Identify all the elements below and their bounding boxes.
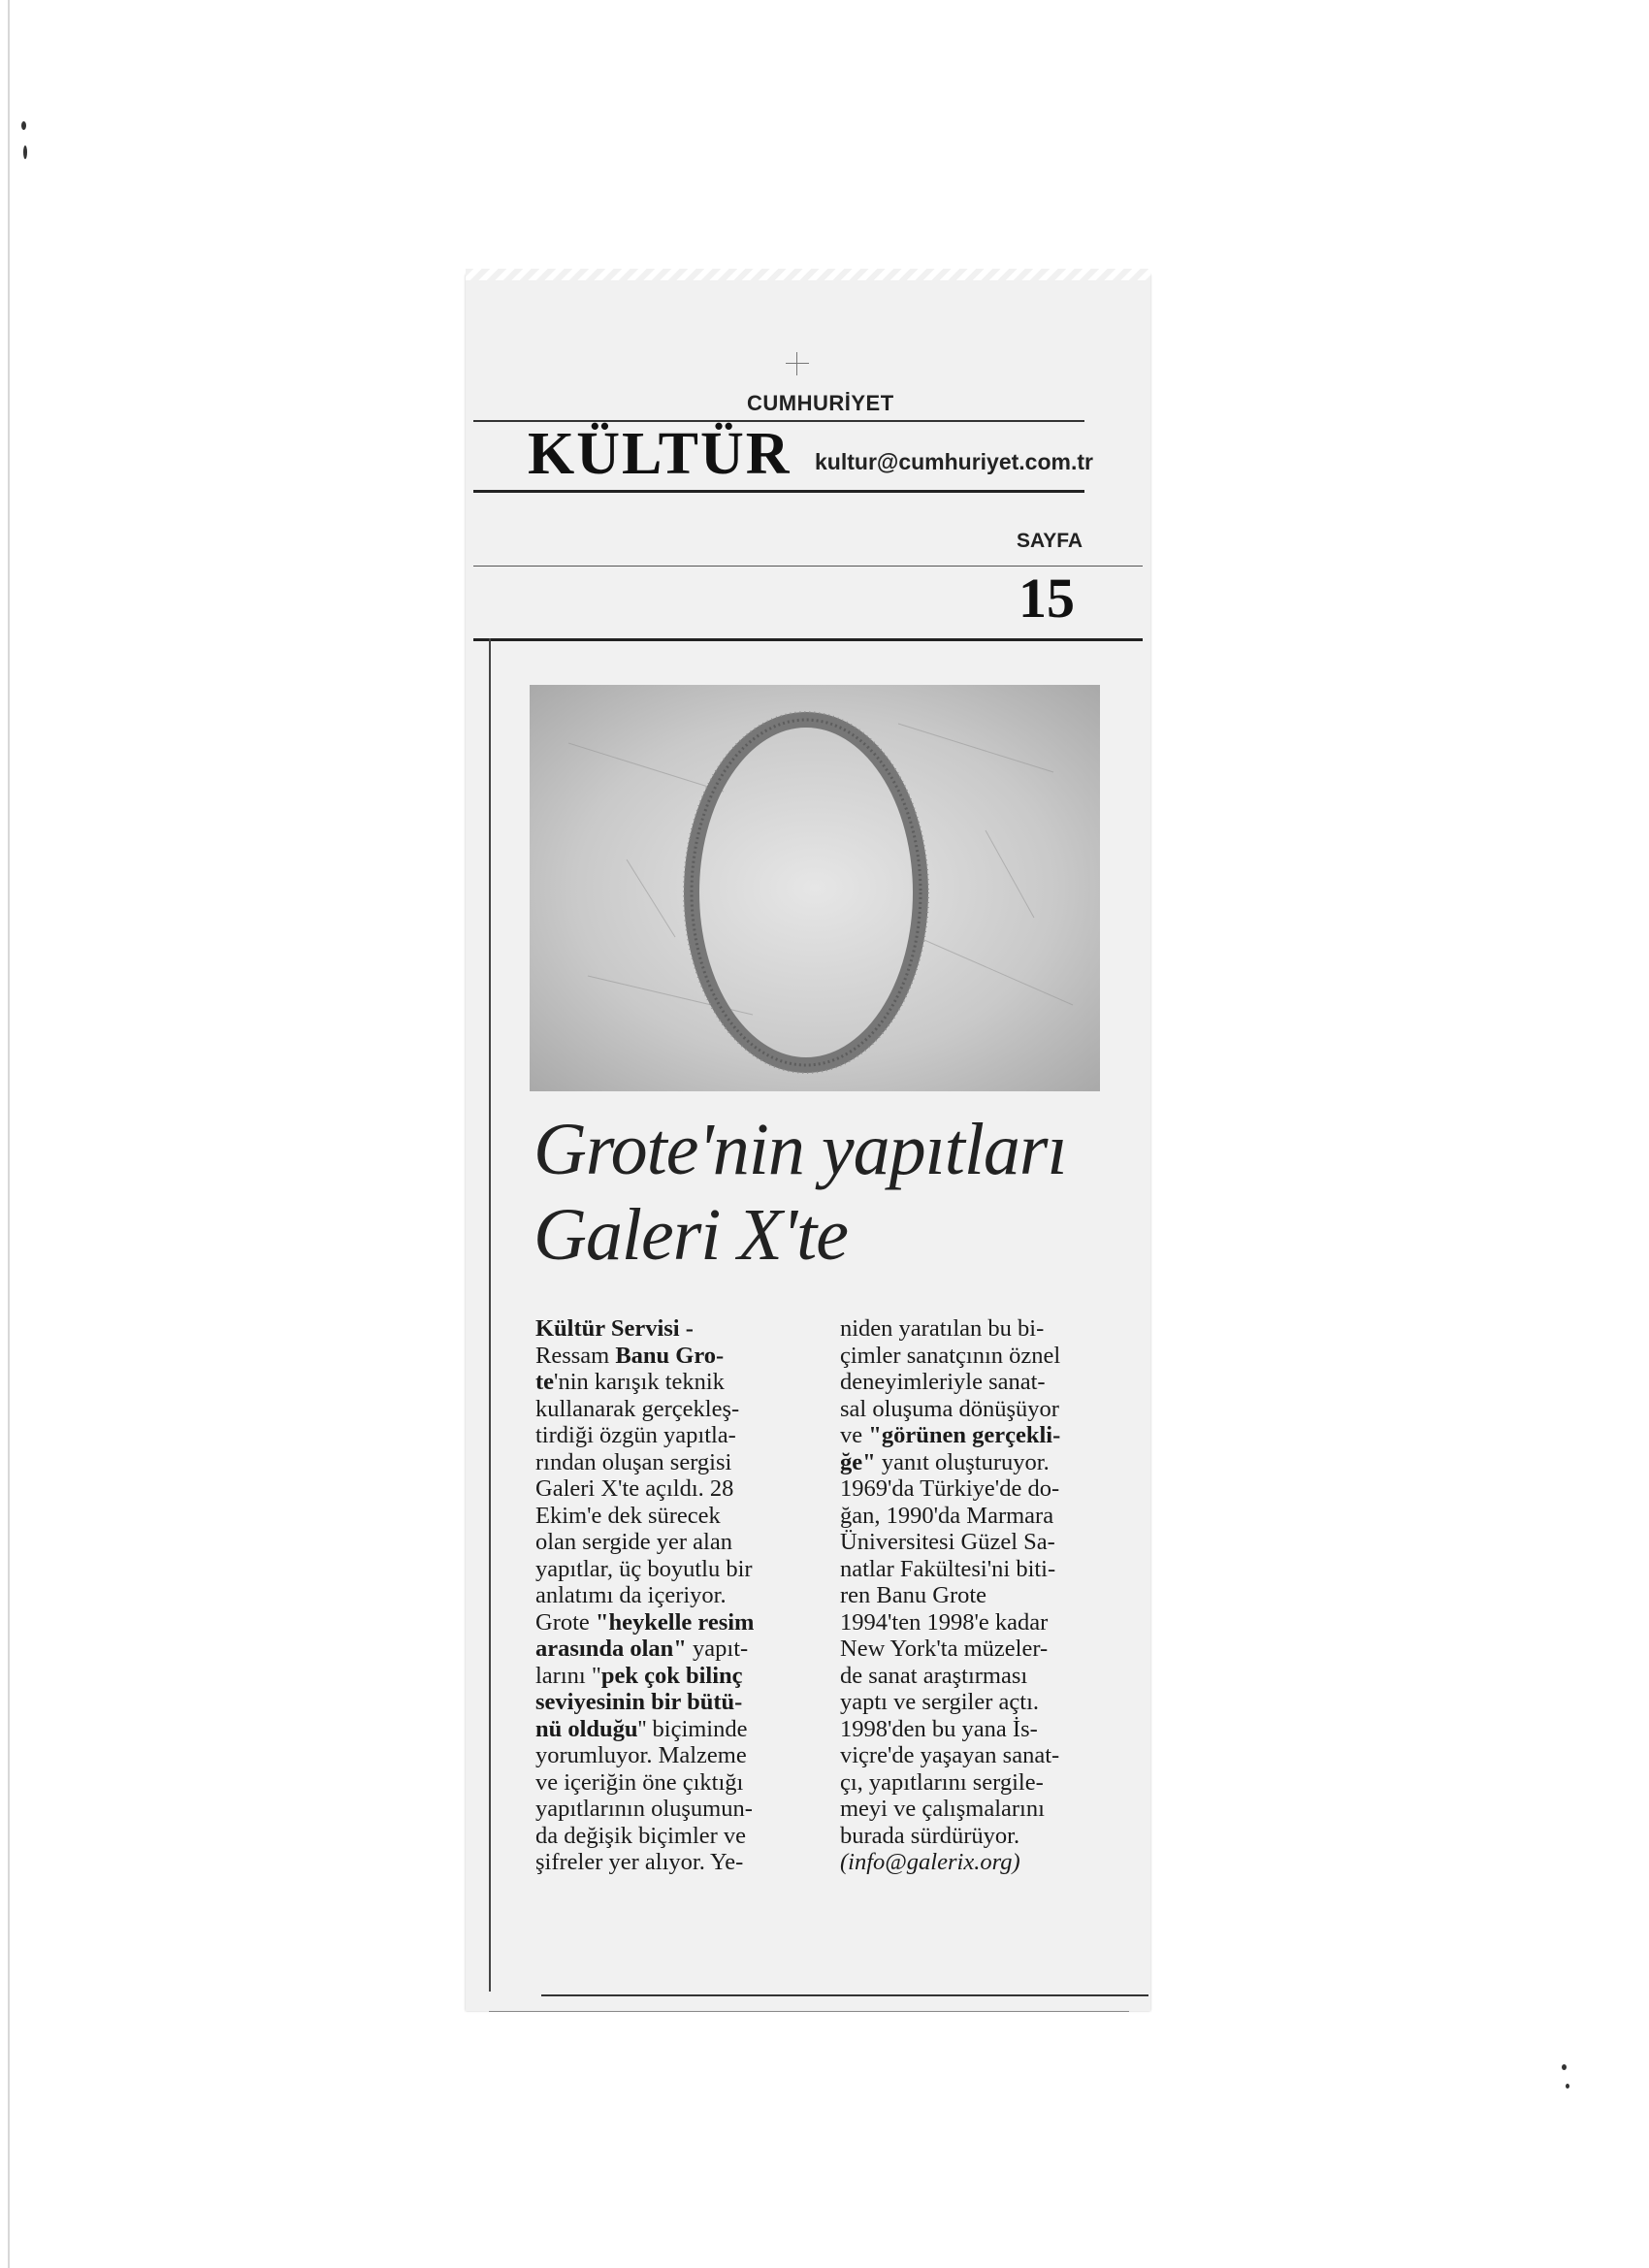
article-column-2	[840, 1315, 1083, 1876]
article-text-line	[535, 1369, 778, 1396]
article-text-line	[535, 1716, 778, 1743]
article-text-run: tirdiği özgün yapıtla-	[535, 1422, 736, 1448]
article-text-line	[840, 1716, 1083, 1743]
article-text-run: ve içeriğin öne çıktığı	[535, 1768, 744, 1796]
article-text-line	[840, 1422, 1083, 1449]
article-text-run: Ressam	[535, 1342, 616, 1369]
article-text-run: niden yaratılan bu bi-	[840, 1315, 1045, 1342]
article-text-run: '' biçiminde	[637, 1715, 748, 1742]
article-text-line	[840, 1582, 1083, 1609]
article-text-run: rından oluşan sergisi	[535, 1448, 732, 1475]
article-text-run: kullanarak gerçekleş-	[535, 1395, 740, 1422]
page-rule	[473, 638, 1143, 641]
article-text-run: Grote	[535, 1608, 596, 1636]
article-text-line	[840, 1823, 1083, 1850]
page-number: 15	[1018, 567, 1075, 630]
artwork-ring-image	[530, 685, 1100, 1091]
article-column-1	[535, 1315, 778, 1876]
article-text-run: olan sergide yer alan	[535, 1529, 732, 1555]
article-text-run: de sanat araştırması	[840, 1662, 1028, 1689]
article-text-run: sal oluşuma dönüşüyor	[840, 1395, 1059, 1422]
article-text-line	[535, 1582, 778, 1609]
scan-speck	[1566, 2084, 1569, 2089]
article-text-line	[840, 1636, 1083, 1663]
article-text-line	[840, 1609, 1083, 1636]
article-text-line	[535, 1529, 778, 1556]
article-text-run: 1969'da Türkiye'de do-	[840, 1475, 1060, 1502]
article-text-line	[535, 1742, 778, 1769]
article-text-run: yapıtlar, üç boyutlu bir	[535, 1555, 753, 1582]
article-text-line	[840, 1849, 1083, 1876]
article-text-run: deneyimleriyle sanat-	[840, 1369, 1046, 1395]
article-text-run: 'nin karışık teknik	[554, 1369, 725, 1395]
article-text-run: arasında olan"	[535, 1636, 687, 1662]
article-text-run: yanıt oluşturuyor.	[875, 1448, 1050, 1475]
article-text-line	[535, 1823, 778, 1850]
article-text-run: "görünen gerçekli-	[868, 1422, 1061, 1448]
article-text-run: şifreler yer alıyor. Ye-	[535, 1849, 744, 1875]
article-text-run: (info@galerix.org)	[840, 1849, 1020, 1875]
article-text-run: Galeri X'te açıldı. 28	[535, 1475, 734, 1502]
article-text-run: nü olduğu	[535, 1715, 638, 1742]
article-text-run: çı, yapıtlarını sergile-	[840, 1768, 1044, 1796]
article-text-line	[535, 1796, 778, 1823]
newspaper-name: CUMHURİYET	[747, 391, 894, 415]
article-text-line	[535, 1849, 778, 1876]
article-text-run: viçre'de yaşayan sanat-	[840, 1742, 1060, 1768]
article-text-run: Ekim'e dek sürecek	[535, 1502, 721, 1529]
article-text-line	[535, 1609, 778, 1636]
article-text-line	[535, 1663, 778, 1690]
article-text-line	[535, 1343, 778, 1370]
page-label: SAYFA	[1017, 530, 1083, 552]
article-text-line	[535, 1556, 778, 1583]
article-text-line	[840, 1796, 1083, 1823]
headline-line: Galeri X'te	[534, 1194, 848, 1276]
article-text-run: ğan, 1990'da Marmara	[840, 1502, 1054, 1529]
section-email: kultur@cumhuriyet.com.tr	[815, 449, 1093, 474]
article-text-run: ğe"	[840, 1448, 876, 1475]
article-text-line	[535, 1422, 778, 1449]
article-text-run: "heykelle resim	[595, 1608, 755, 1636]
article-text-line	[840, 1449, 1083, 1476]
scan-speck	[1562, 2064, 1567, 2070]
article-text-run: 1994'ten 1998'e kadar	[840, 1608, 1049, 1636]
article-text-run: yapıt-	[686, 1636, 749, 1662]
article-text-line	[840, 1503, 1083, 1530]
article-text-run: da değişik biçimler ve	[535, 1822, 747, 1849]
article-text-line	[840, 1475, 1083, 1503]
article-text-run: Banu Gro-	[615, 1342, 725, 1369]
article-text-run: seviyesinin bir bütü-	[535, 1689, 743, 1715]
article-text-run: New York'ta müzeler-	[840, 1636, 1049, 1662]
scan-speck	[21, 121, 26, 130]
article-text-line	[535, 1769, 778, 1797]
header-rule	[473, 490, 1084, 493]
registration-mark-icon	[786, 352, 809, 375]
article-text-run: Üniversitesi Güzel Sa-	[840, 1529, 1055, 1555]
article-text-line	[535, 1315, 778, 1343]
article-text-line	[840, 1556, 1083, 1583]
newspaper-clipping	[466, 275, 1150, 2011]
headline-line: Grote'nin yapıtları	[534, 1109, 1067, 1190]
article-text-line	[535, 1475, 778, 1503]
article-text-line	[535, 1396, 778, 1423]
section-title: KÜLTÜR	[528, 421, 792, 487]
scan-speck	[23, 146, 27, 159]
column-border	[489, 638, 491, 1992]
article-text-run: çimler sanatçının öznel	[840, 1342, 1061, 1369]
article-headline	[534, 1107, 1125, 1278]
article-text-run: te	[535, 1369, 555, 1395]
article-text-line	[840, 1529, 1083, 1556]
article-text-line	[535, 1449, 778, 1476]
article-end-rule	[541, 1994, 1148, 1996]
article-text-run: yaptı ve sergiler açtı.	[840, 1689, 1039, 1715]
artwork-photo	[530, 685, 1100, 1091]
article-text-run: pek çok bilinç	[600, 1662, 743, 1689]
article-text-run: ve	[840, 1422, 869, 1448]
clipping-bottom-rule	[489, 2011, 1129, 2012]
article-text-line	[840, 1396, 1083, 1423]
article-text-run: larını "	[535, 1662, 601, 1689]
article-text-run: Kültür Servisi -	[535, 1315, 694, 1342]
article-text-line	[840, 1689, 1083, 1716]
article-text-run: natlar Fakültesi'ni biti-	[840, 1555, 1056, 1582]
article-text-run: yorumluyor. Malzeme	[535, 1742, 747, 1768]
article-text-line	[840, 1742, 1083, 1769]
article-text-line	[840, 1369, 1083, 1396]
article-text-run: 1998'den bu yana İs-	[840, 1715, 1038, 1742]
article-text-line	[535, 1636, 778, 1663]
article-text-run: anlatımı da içeriyor.	[535, 1582, 727, 1608]
article-text-line	[840, 1663, 1083, 1690]
article-text-run: burada sürdürüyor.	[840, 1822, 1020, 1849]
article-text-run: yapıtlarının oluşumun-	[535, 1796, 753, 1822]
article-text-line	[840, 1769, 1083, 1797]
article-text-run: ren Banu Grote	[840, 1582, 987, 1608]
article-text-line	[840, 1315, 1083, 1343]
article-text-line	[535, 1503, 778, 1530]
scan-edge	[8, 0, 10, 2268]
article-text-line	[535, 1689, 778, 1716]
article-text-line	[840, 1343, 1083, 1370]
article-text-run: meyi ve çalışmalarını	[840, 1796, 1045, 1822]
